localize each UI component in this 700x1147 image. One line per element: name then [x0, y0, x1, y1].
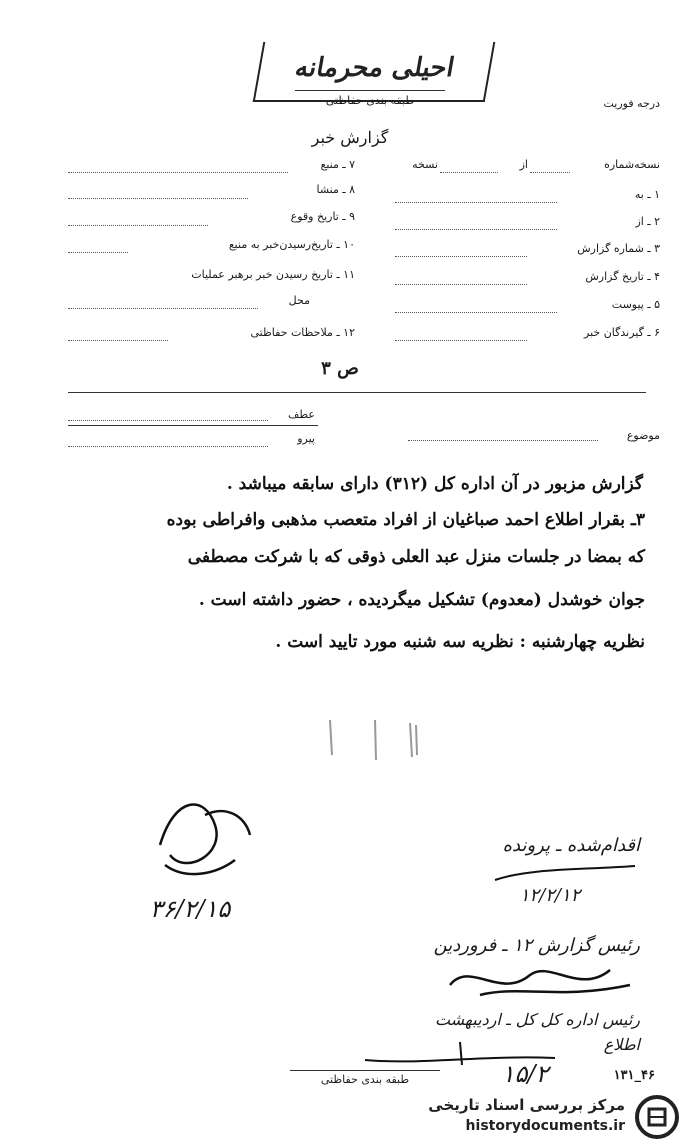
atf-dots: [68, 420, 268, 421]
field-left-11: ۱۱ ـ تاریخ رسیدن خبر برهبر عملیات: [191, 268, 355, 281]
document-number: ۴۶_۱۳۱: [613, 1068, 655, 1083]
copy-label: نسخه: [412, 158, 438, 171]
copy-from-label: از: [519, 158, 528, 171]
page-mark: ص ۳: [321, 358, 359, 379]
field-right-3: ۳ ـ شماره گزارش: [577, 242, 660, 255]
field-left-10: ۱۰ ـ تاریخ‌رسیدن‌خبر به منبع: [228, 238, 355, 251]
field-left-place-dots: [68, 308, 258, 309]
note-1-date: ۱۲/۲/۱۲: [519, 885, 581, 906]
subject-label: موضوع: [626, 429, 660, 442]
note-3: رئیس اداره کل کل ـ اردیبهشت: [434, 1010, 640, 1029]
field-left-8: ۸ ـ منشا: [316, 183, 355, 196]
atf-peyro-divider: [68, 425, 318, 426]
field-left-7: ۷ ـ منبع: [320, 158, 355, 171]
confidential-stamp: احیلی محرمانه: [253, 42, 496, 102]
watermark-persian: مرکز بررسی اسناد تاریخی: [428, 1096, 625, 1114]
copy-number-label: نسخه‌شماره: [604, 158, 660, 171]
field-left-12: ۱۲ ـ ملاحظات حفاظتی: [250, 326, 355, 339]
field-left-8-dots: [68, 198, 248, 199]
urgency-label: درجه فوریت: [603, 97, 660, 110]
field-right-4-dots: [395, 284, 527, 285]
field-right-4: ۴ ـ تاریخ گزارش: [585, 270, 660, 283]
field-left-9: ۹ ـ تاریخ وقوع: [290, 210, 355, 223]
header-separator: [68, 392, 646, 393]
field-left-place: محل: [288, 294, 310, 307]
note-1-underline: [490, 858, 640, 888]
footer-rule: [290, 1070, 440, 1071]
classification-bottom: طبقه بندی حفاظتی: [320, 1073, 410, 1086]
date-left: ۳۶/۲/۱۵: [149, 895, 231, 923]
peyro-label: پیرو: [297, 432, 315, 445]
note-4: اطلاع: [603, 1035, 640, 1054]
history-documents-logo-icon: [635, 1095, 679, 1139]
field-right-2: ۲ ـ از: [635, 215, 660, 228]
classification-top: طبقه بندی حفاظتی: [325, 94, 415, 107]
classification-underline: [295, 90, 445, 91]
form-title: گزارش خبر: [311, 128, 389, 147]
note-1: اقدام‌شده ـ پرونده: [502, 835, 640, 856]
note-2: رئیس گزارش ۱۲ ـ فروردین: [433, 935, 640, 956]
body-line-4: جوان خوشدل (معدوم) تشکیل میگردیده ، حضور داشته است .: [198, 590, 645, 610]
copy-line-dots-left: [68, 172, 288, 173]
watermark-english: historydocuments.ir: [465, 1118, 625, 1134]
field-right-6-dots: [395, 340, 527, 341]
peyro-dots: [68, 446, 268, 447]
atf-label: عطف: [288, 408, 315, 421]
field-right-5-dots: [395, 312, 557, 313]
field-right-5: ۵ ـ پیوست: [611, 298, 660, 311]
copy-from-dots: [440, 172, 498, 173]
note-2-scribble: [440, 955, 640, 1005]
body-line-2: ۳ـ بقرار اطلاع احمد صباغیان از افراد متعصب مذهبی وافراطی بوده: [166, 510, 645, 530]
field-right-3-dots: [395, 256, 527, 257]
field-right-1-dots: [395, 202, 557, 203]
copy-number-dots: [530, 172, 570, 173]
body-line-3: که بمضا در جلسات منزل عبد العلی ذوقی که با شرکت مصطفی: [187, 547, 645, 567]
faint-marks: [320, 715, 430, 765]
subject-dots: [408, 440, 598, 441]
field-left-9-dots: [68, 225, 208, 226]
body-line-5: نظریه چهارشنبه : نظریه سه شنبه مورد تایید است .: [275, 632, 645, 652]
body-line-1: گزارش مزبور در آن اداره کل (۳۱۲) دارای سابقه میباشد .: [226, 474, 643, 494]
field-left-12-dots: [68, 340, 168, 341]
bottom-date: ۱۵/۲: [501, 1060, 549, 1088]
field-right-6: ۶ ـ گیرندگان خبر: [584, 326, 660, 339]
field-left-10-dots: [68, 252, 128, 253]
field-right-1: ۱ ـ به: [634, 188, 660, 201]
field-right-2-dots: [395, 229, 557, 230]
